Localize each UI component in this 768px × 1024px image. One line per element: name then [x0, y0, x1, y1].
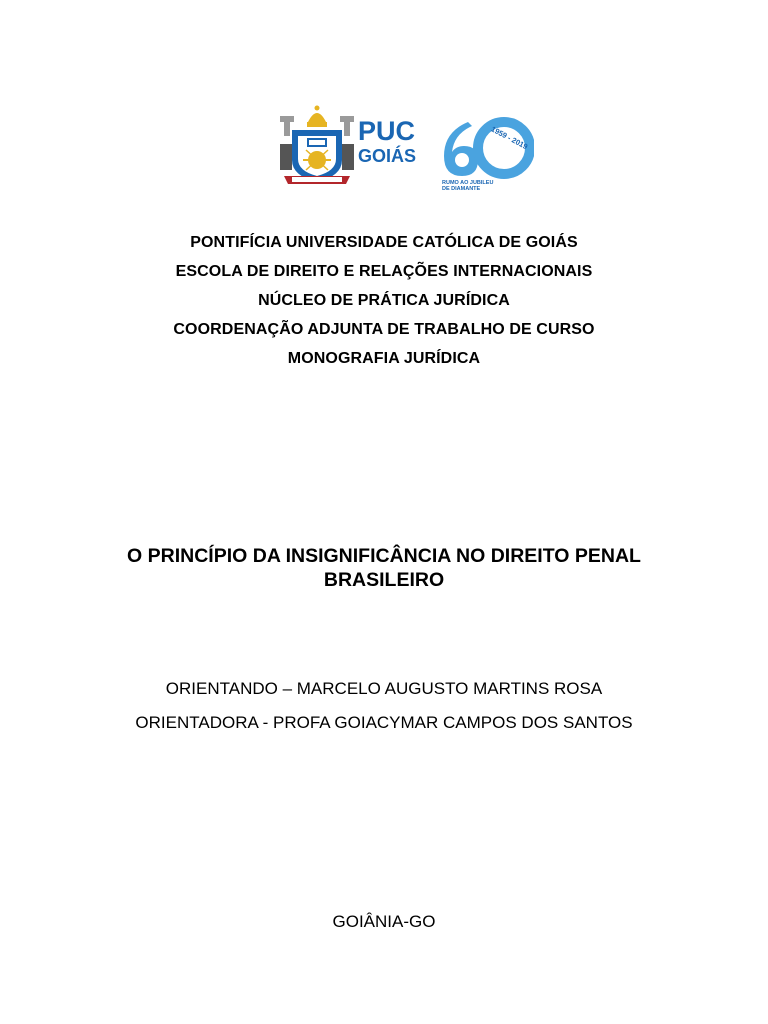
brand-wordmark [358, 118, 416, 165]
university-crest-icon [278, 104, 356, 188]
anniversary-tagline-1: RUMO AO JUBILEU [442, 180, 494, 186]
brand-line1: PUC [358, 116, 416, 146]
header-nucleus: NÚCLEO DE PRÁTICA JURÍDICA [258, 292, 510, 309]
advisor-line: ORIENTADORA - PROFA GOIACYMAR CAMPOS DOS SANTOS [135, 713, 633, 732]
header-document-type: MONOGRAFIA JURÍDICA [287, 350, 481, 367]
anniversary-tagline-2: DE DIAMANTE [442, 186, 481, 190]
brand-line2: GOIÁS [358, 146, 417, 166]
institution-header [0, 228, 768, 373]
city-location: GOIÂNIA-GO [332, 912, 436, 931]
authorship [0, 672, 768, 740]
document-title [0, 544, 768, 592]
institution-logo [278, 104, 534, 190]
student-line: ORIENTANDO – MARCELO AUGUSTO MARTINS ROSA [165, 679, 603, 698]
header-university: PONTIFÍCIA UNIVERSIDADE CATÓLICA DE GOIÁS [190, 234, 578, 251]
header-school: ESCOLA DE DIREITO E RELAÇÕES INTERNACIONAIS [175, 263, 593, 280]
header-coordination: COORDENAÇÃO ADJUNTA DE TRABALHO DE CURSO [173, 321, 595, 338]
title-line-2: BRASILEIRO [323, 569, 445, 591]
anniversary-60-icon [438, 112, 534, 190]
title-line-1: O PRINCÍPIO DA INSIGNIFICÂNCIA NO DIREITO PENAL [127, 545, 641, 567]
anniversary-years: 1959 - 2019 [489, 124, 530, 152]
